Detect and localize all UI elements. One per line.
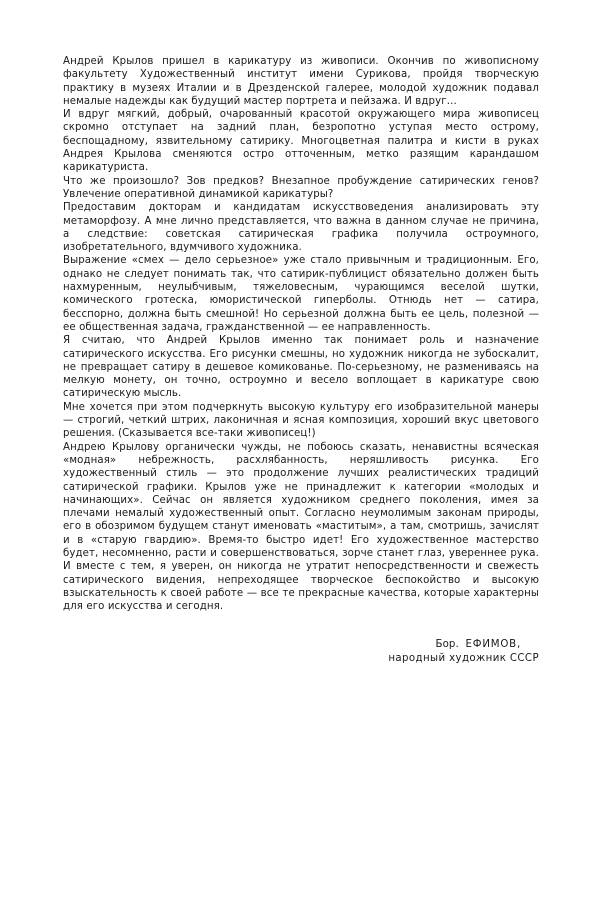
paragraph-transformation: И вдруг мягкий, добрый, очарованный красотой окружающего мира живописец скромно отступает на задний план, безропотно уступая место острому, беспощадному, язвительному сатирику. Многоцветная палитра и кисти в руках Андрея Крылова сменяются остро отточенным, метко разящим карандашом карикатуриста. <box>63 109 539 174</box>
paragraph-intro: Андрей Крылов пришел в карикатуру из живописи. Окончив по живописному факультету Художественный институт имени Сурикова, пройдя творческую практику в музеях Италии и в Дрезденской галерее, молодой художник подавал немалые надежды как будущий мастер портрета и пейзажа. И вдруг… <box>63 56 539 107</box>
article-page <box>63 55 539 664</box>
paragraph-satire-role: Я считаю, что Андрей Крылов именно так понимает роль и назначение сатирического искусства. Его рисунки смешны, но художник никогда не зубоскалит, не превращает сатиру в дешевое комикованье. По-серьезному, не размениваясь на мелкую монету, он точно, остроумно и весело воплощает в карикатуре свою сатирическую мысль. <box>63 335 539 400</box>
author-surname: ЕФИМОВ, <box>465 639 521 650</box>
paragraph-laughter: Выражение «смех — дело серьезное» уже стало привычным и традиционным. Его, однако не следует понимать так, что сатирик-публицист обязательно должен быть нахмуренным, неулыбчивым, тяжеловесным, чурающимся веселой шутки, комического гротеска, юмористической гиперболы. Отнюдь нет — сатира, бесспорно, должна быть смешной! Но серьезной должна быть ее цель, полезной — ее общественная задача, гражданственной — ее направленность. <box>63 255 539 333</box>
author-name <box>63 638 539 652</box>
author-initial: Бор. <box>435 639 459 650</box>
paragraph-culture: Мне хочется при этом подчеркнуть высокую культуру его изобразительной манеры — строгий, четкий штрих, лаконичная и ясная композиция, хороший вкус цветового решения. (Сказывается все-таки живописец!) <box>63 401 539 440</box>
author-signature <box>63 638 539 665</box>
paragraph-metamorphosis: Предоставим докторам и кандидатам искусствоведения анализировать эту метаморфозу. А мне лично представляется, что важна в данном случае не причина, а следствие: советская сатирическая графика получила остроумного, изобретательного, вдумчивого художника. <box>63 202 539 254</box>
paragraph-conclusion: Андрею Крылову органически чужды, не побоюсь сказать, ненавистны всяческая «модная» небрежность, расхлябанность, неряшливость рисунка. Его художественный стиль — это продолжение лучших реалистических традиций сатирической графики. Крылов уже не принадлежит к категории «молодых и начинающих». Сейчас он является художником среднего поколения, имея за плечами немалый художественный опыт. Согласно неумолимым законам природы, его в обозримом будущем станут именовать «маститым», а там, смотришь, зачислят и в «старую гвардию». Время-то быстро идет! Его художественное мастерство будет, несомненно, расти и совершенствоваться, зорче станет глаз, увереннее рука. И вместе с тем, я уверен, он никогда не утратит непосредственности и свежесть сатирического видения, непреходящее творческое беспокойство и высокую взыскательность к своей работе — все те прекрасные качества, которые характерны для его искусства и сегодня. <box>63 441 539 613</box>
paragraph-questions: Что же произошло? Зов предков? Внезапное пробуждение сатирических генов? Увлечение оперативной динамикой карикатуры? <box>63 175 539 200</box>
author-title: народный художник СССР <box>388 652 539 664</box>
